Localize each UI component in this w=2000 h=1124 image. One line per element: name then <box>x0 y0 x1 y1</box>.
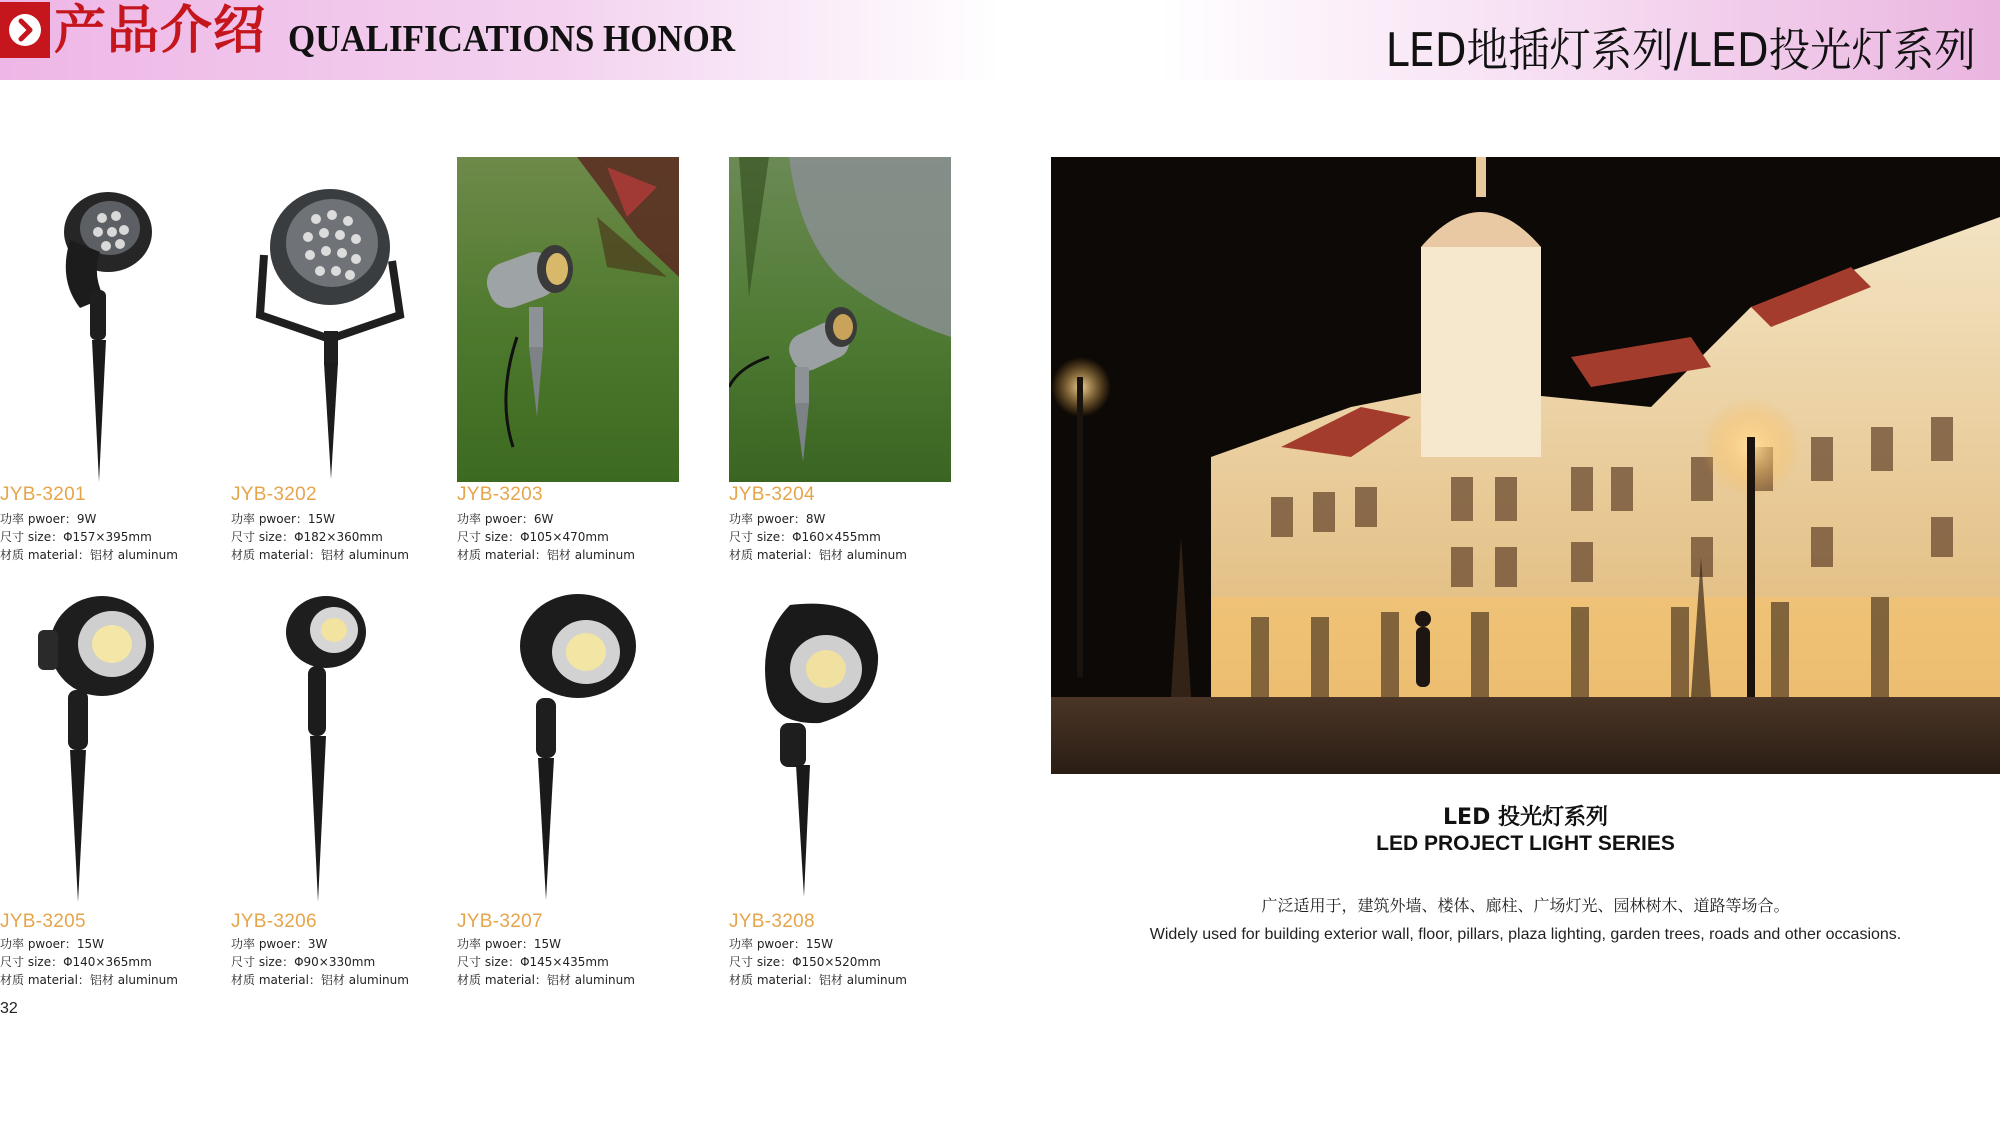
page-number: 32 <box>0 1000 18 1017</box>
product-code: JYB-3208 <box>729 911 815 932</box>
product-code: JYB-3207 <box>457 911 543 932</box>
product-material: 材质 material：铝材 aluminum <box>231 973 409 987</box>
building-night-photo <box>1051 157 2000 774</box>
product-power: 功率 pwoer：3W <box>231 937 328 951</box>
product-code: JYB-3204 <box>729 484 815 505</box>
product-material: 材质 material：铝材 aluminum <box>231 548 409 562</box>
product-material: 材质 material：铝材 aluminum <box>0 548 178 562</box>
product-power: 功率 pwoer：9W <box>0 512 97 526</box>
product-power: 功率 pwoer：8W <box>729 512 826 526</box>
product-power: 功率 pwoer：15W <box>0 937 105 951</box>
product-code: JYB-3205 <box>0 911 86 932</box>
product-power: 功率 pwoer：15W <box>231 512 336 526</box>
product-power: 功率 pwoer：6W <box>457 512 554 526</box>
product-code: JYB-3206 <box>231 911 317 932</box>
spike-light-image <box>500 590 640 910</box>
chevron-right-icon <box>0 2 50 58</box>
product-size: 尺寸 size：Φ105×470mm <box>457 530 609 544</box>
product-material: 材质 material：铝材 aluminum <box>729 548 907 562</box>
product-photo-grass <box>729 157 951 482</box>
header-title-cn: 产品介绍 <box>54 0 267 61</box>
product-power: 功率 pwoer：15W <box>457 937 562 951</box>
product-size: 尺寸 size：Φ157×395mm <box>0 530 152 544</box>
product-size: 尺寸 size：Φ90×330mm <box>231 955 376 969</box>
product-material: 材质 material：铝材 aluminum <box>729 973 907 987</box>
spike-light-image <box>750 595 890 905</box>
product-code: JYB-3201 <box>0 484 86 505</box>
product-material: 材质 material：铝材 aluminum <box>457 973 635 987</box>
spike-light-image <box>20 170 170 490</box>
spike-light-image <box>20 590 160 910</box>
product-material: 材质 material：铝材 aluminum <box>457 548 635 562</box>
product-size: 尺寸 size：Φ160×455mm <box>729 530 881 544</box>
spike-light-image <box>270 590 380 910</box>
header-title-en: QUALIFICATIONS HONOR <box>288 18 736 60</box>
feature-caption-cn: LED 投光灯系列 <box>1443 805 1608 830</box>
feature-caption-en: LED PROJECT LIGHT SERIES <box>1376 832 1675 855</box>
series-title: LED地插灯系列/LED投光灯系列 <box>1385 23 1976 77</box>
product-size: 尺寸 size：Φ145×435mm <box>457 955 609 969</box>
product-power: 功率 pwoer：15W <box>729 937 834 951</box>
product-material: 材质 material：铝材 aluminum <box>0 973 178 987</box>
feature-description-en: Widely used for building exterior wall, floor, pillars, plaza lighting, garden trees, roads and other occasions. <box>1149 926 1902 943</box>
product-size: 尺寸 size：Φ150×520mm <box>729 955 881 969</box>
product-size: 尺寸 size：Φ140×365mm <box>0 955 152 969</box>
header-band <box>0 0 2000 80</box>
product-code: JYB-3203 <box>457 484 543 505</box>
product-photo-grass <box>457 157 679 482</box>
spike-light-image <box>250 175 410 485</box>
product-code: JYB-3202 <box>231 484 317 505</box>
product-size: 尺寸 size：Φ182×360mm <box>231 530 383 544</box>
feature-description-cn: 广泛适用于，建筑外墙、楼体、廊柱、广场灯光、园林树木、道路等场合。 <box>1261 896 1790 915</box>
